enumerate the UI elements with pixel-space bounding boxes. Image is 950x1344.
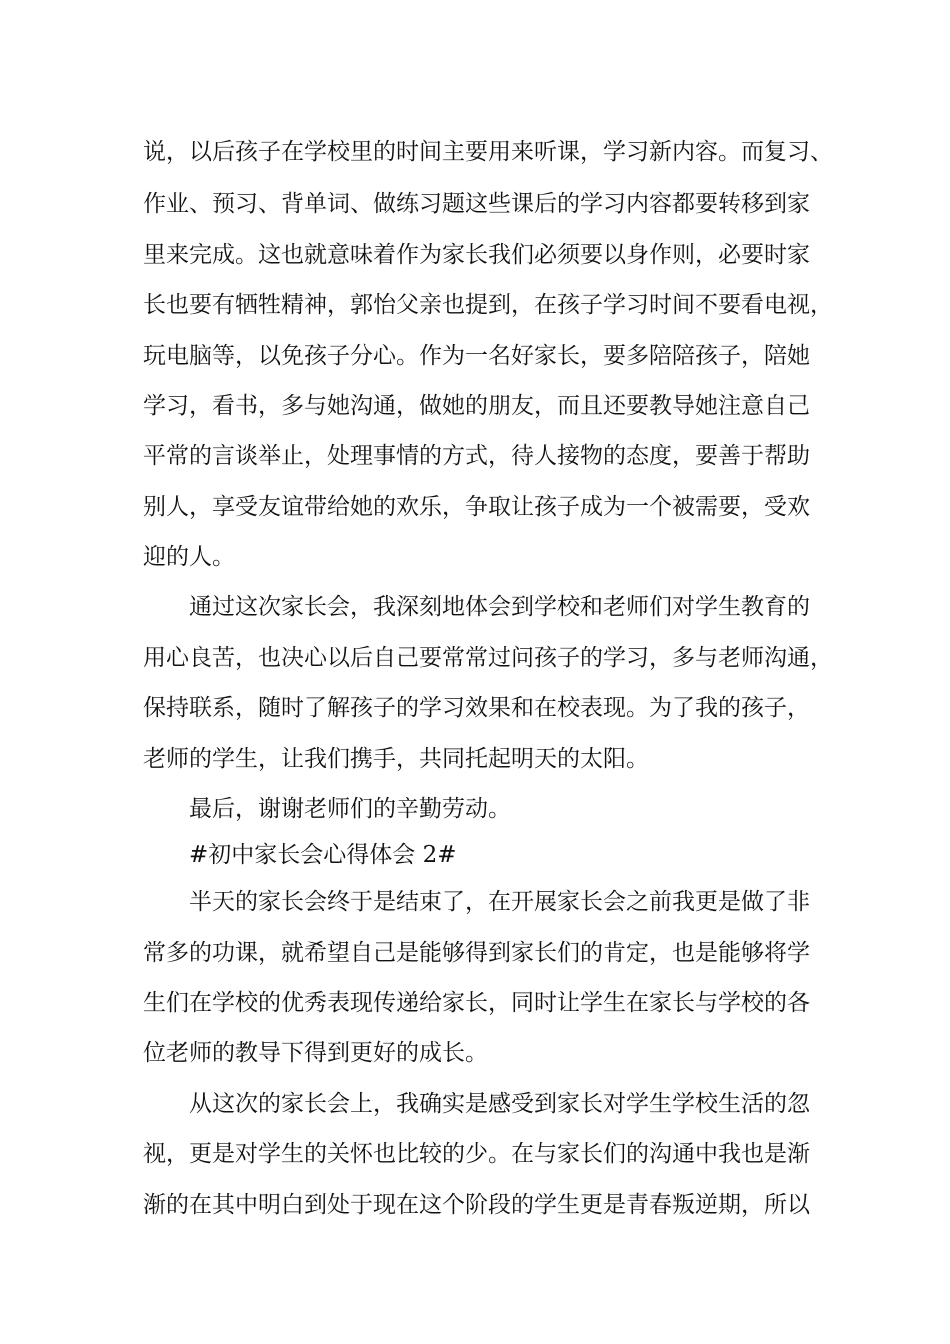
text-line: 用心良苦，也决心以后自己要常常过问孩子的学习，多与老师沟通， — [143, 645, 833, 671]
text-line: 迎的人。 — [143, 544, 235, 570]
text-line: 位老师的教导下得到更好的成长。 — [143, 1040, 488, 1066]
paragraph-first-line: 最后，谢谢老师们的辛勤劳动。 — [189, 796, 511, 822]
text-line: 里来完成。这也就意味着作为家长我们必须要以身作则，必要时家 — [143, 242, 810, 268]
section-heading: #初中家长会心得体会 2# — [189, 842, 457, 868]
paragraph-first-line: 通过这次家长会，我深刻地体会到学校和老师们对学生教育的 — [189, 594, 810, 620]
text-line: 玩电脑等，以免孩子分心。作为一名好家长，要多陪陪孩子，陪她 — [143, 343, 810, 369]
text-line: 视，更是对学生的关怀也比较的少。在与家长们的沟通中我也是渐 — [143, 1141, 810, 1167]
text-line: 生们在学校的优秀表现传递给家长，同时让学生在家长与学校的各 — [143, 990, 810, 1016]
text-line: 渐的在其中明白到处于现在这个阶段的学生更是青春叛逆期，所以 — [143, 1192, 810, 1218]
text-line: 作业、预习、背单词、做练习题这些课后的学习内容都要转移到家 — [143, 191, 810, 217]
text-line: 别人，享受友谊带给她的欢乐，争取让孩子成为一个被需要，受欢 — [143, 494, 810, 520]
text-line: 平常的言谈举止，处理事情的方式，待人接物的态度，要善于帮助 — [143, 443, 810, 469]
paragraph-first-line: 半天的家长会终于是结束了，在开展家长会之前我更是做了非 — [189, 889, 810, 915]
text-line: 说，以后孩子在学校里的时间主要用来听课，学习新内容。而复习、 — [143, 139, 833, 165]
text-line: 学习，看书，多与她沟通，做她的朋友，而且还要教导她注意自己 — [143, 393, 810, 419]
paragraph-first-line: 从这次的家长会上，我确实是感受到家长对学生学校生活的忽 — [189, 1091, 810, 1117]
text-line: 长也要有牺牲精神，郭怡父亲也提到，在孩子学习时间不要看电视， — [143, 292, 833, 318]
text-line: 老师的学生，让我们携手，共同托起明天的太阳。 — [143, 746, 649, 772]
text-line: 常多的功课，就希望自己是能够得到家长们的肯定，也是能够将学 — [143, 940, 810, 966]
text-line: 保持联系，随时了解孩子的学习效果和在校表现。为了我的孩子， — [143, 695, 810, 721]
